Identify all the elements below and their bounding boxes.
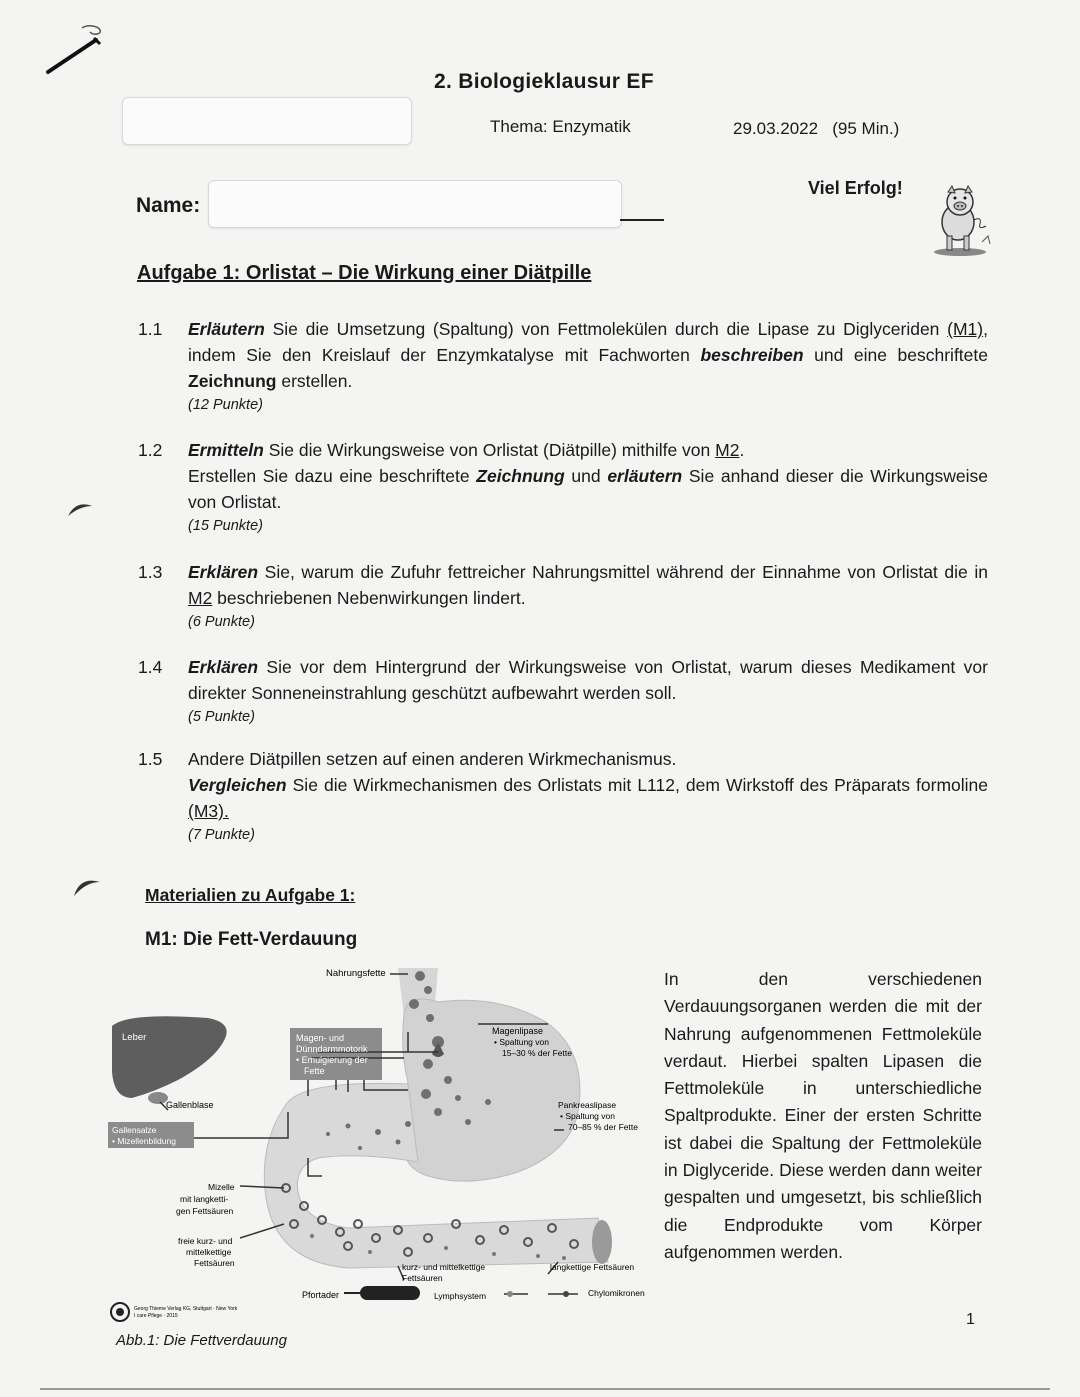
task-number: 1.1: [138, 319, 163, 339]
label-langkettige: langkettige Fettsäuren: [550, 1262, 635, 1272]
name-underline: [620, 219, 664, 221]
task-heading: Aufgabe 1: Orlistat – Die Wirkung einer Diätpille: [137, 262, 592, 284]
task-number: 1.2: [138, 440, 163, 460]
punch-hole-icon: [66, 500, 94, 523]
figure-caption: Abb.1: Die Fettverdauung: [116, 1332, 287, 1349]
task-1-4: 1.4 Erklären Sie vor dem Hintergrund der Wirkungsweise von Orlistat, warum dieses Medikament vor direkter Sonneneinstrahlung geschützt aufbewahrt werden soll. (5 Punkte): [138, 654, 988, 728]
gallbladder-shape: [148, 1092, 168, 1104]
label-kurz-1: kurz- und mittelkettige: [402, 1262, 486, 1272]
liver-shape: [112, 1016, 227, 1098]
label-mizelle-2: mit langketti-: [180, 1194, 229, 1204]
punch-hole-icon: [72, 876, 102, 903]
publisher-line-1: Georg Thieme Verlag KG, Stuttgart · New York: [134, 1306, 238, 1312]
label-pankreas-1: Pankreaslipase: [558, 1100, 617, 1110]
m1-description: In den verschiedenen Verdauungsorganen werden die mit der Nahrung aufgenommenen Fettmoleküle verdaut. Hierbei spalten Lipasen die Fettmoleküle in unterschiedliche Spaltprodukte. Einer der ersten Schritte ist dabei die Spaltung der Fettmoleküle in Diglyceride. Diese werden dann weiter gespalten und umgesetzt, bis schließlich die Endprodukte vom Körper aufgenommen werden.: [664, 969, 982, 1262]
task-1-1: 1.1 Erläutern Sie die Umsetzung (Spaltung) von Fettmolekülen durch die Lipase zu Diglyceriden (M1), indem Sie den Kreislauf der Enzymkatalyse mit Fachworten beschreiben und eine beschriftete Zeichnung erstellen. (12 Punkte): [138, 316, 988, 416]
label-freie-1: freie kurz- und: [178, 1236, 233, 1246]
label-pankreas-3: 70–85 % der Fette: [568, 1122, 638, 1132]
task-number: 1.4: [138, 657, 163, 677]
label-motorik-4: Fette: [304, 1066, 325, 1076]
label-mizelle-3: gen Fettsäuren: [176, 1206, 234, 1216]
page-edge-line: [40, 1388, 1050, 1390]
exam-date: 29.03.2022 (95 Min.): [733, 119, 900, 138]
label-magenlipase-1: Magenlipase: [492, 1026, 544, 1036]
task-points: (12 Punkte): [188, 397, 263, 413]
task-1-3: 1.3 Erklären Sie, warum die Zufuhr fettreicher Nahrungsmittel während der Einnahme von Orlistat die in M2 beschriebenen Nebenwirkungen lindert. (6 Punkte): [138, 559, 988, 633]
task-points: (6 Punkte): [188, 614, 255, 630]
task-number: 1.5: [138, 749, 163, 769]
label-freie-3: Fettsäuren: [194, 1258, 235, 1268]
pen-mark-icon: [36, 20, 108, 81]
label-nahrungsfette: Nahrungsfette: [326, 968, 386, 979]
name-field[interactable]: [208, 180, 622, 228]
label-motorik-3: • Emulgierung der: [296, 1055, 368, 1065]
label-leber: Leber: [122, 1032, 147, 1043]
label-magenlipase-3: 15–30 % der Fette: [502, 1048, 572, 1058]
exam-title: 2. Biologieklausur EF: [434, 70, 654, 93]
label-gallensalze: Gallensalze: [112, 1125, 157, 1135]
task-points: (5 Punkte): [188, 709, 255, 725]
label-kurz-2: Fettsäuren: [402, 1273, 443, 1283]
good-luck-text: Viel Erfolg!: [808, 178, 903, 198]
label-pfortader: Pfortader: [302, 1290, 340, 1300]
task-number: 1.3: [138, 562, 163, 582]
fat-digestion-diagram: [108, 962, 658, 1329]
task-1-5: 1.5 Andere Diätpillen setzen auf einen anderen Wirkmechanismus. Vergleichen Sie die Wirkmechanismen des Orlistats mit L112, dem Wirkstoff des Präparats formoline (M3). (7 Punkte): [138, 746, 988, 846]
task-points: (15 Punkte): [188, 518, 263, 534]
label-chylomikronen: Chylomikronen: [588, 1288, 645, 1298]
exam-topic: Thema: Enzymatik: [490, 117, 631, 136]
name-label: Name:: [136, 194, 201, 217]
pig-icon: [926, 182, 1002, 263]
page-number: 1: [966, 1311, 975, 1328]
task-1-2: 1.2 Ermitteln Sie die Wirkungsweise von Orlistat (Diätpille) mithilfe von M2. Erstellen Sie dazu eine beschriftete Zeichnung und erläutern Sie anhand dieser die Wirkungsweise von Orlistat. (15 Punkte): [138, 437, 988, 537]
label-pankreas-2: • Spaltung von: [560, 1111, 615, 1121]
label-mizellenbildung: • Mizellenbildung: [112, 1136, 176, 1146]
publisher-line-2: I care Pflege · 2015: [134, 1313, 178, 1319]
label-motorik-2: Dünndarmmotorik: [296, 1044, 368, 1054]
materials-heading: Materialien zu Aufgabe 1:: [145, 885, 356, 905]
portal-vein-shape: [360, 1286, 420, 1300]
task-points: (7 Punkte): [188, 827, 255, 843]
redacted-box-top: [122, 97, 412, 145]
m1-heading: M1: Die Fett-Verdauung: [145, 929, 358, 950]
label-freie-2: mittelkettige: [186, 1247, 232, 1257]
label-gallenblase: Gallenblase: [166, 1100, 214, 1110]
label-mizelle-1: Mizelle: [208, 1182, 235, 1192]
intestine-end: [592, 1220, 612, 1264]
label-motorik-1: Magen- und: [296, 1033, 345, 1043]
label-lymphsystem: Lymphsystem: [434, 1291, 487, 1301]
label-magenlipase-2: • Spaltung von: [494, 1037, 549, 1047]
